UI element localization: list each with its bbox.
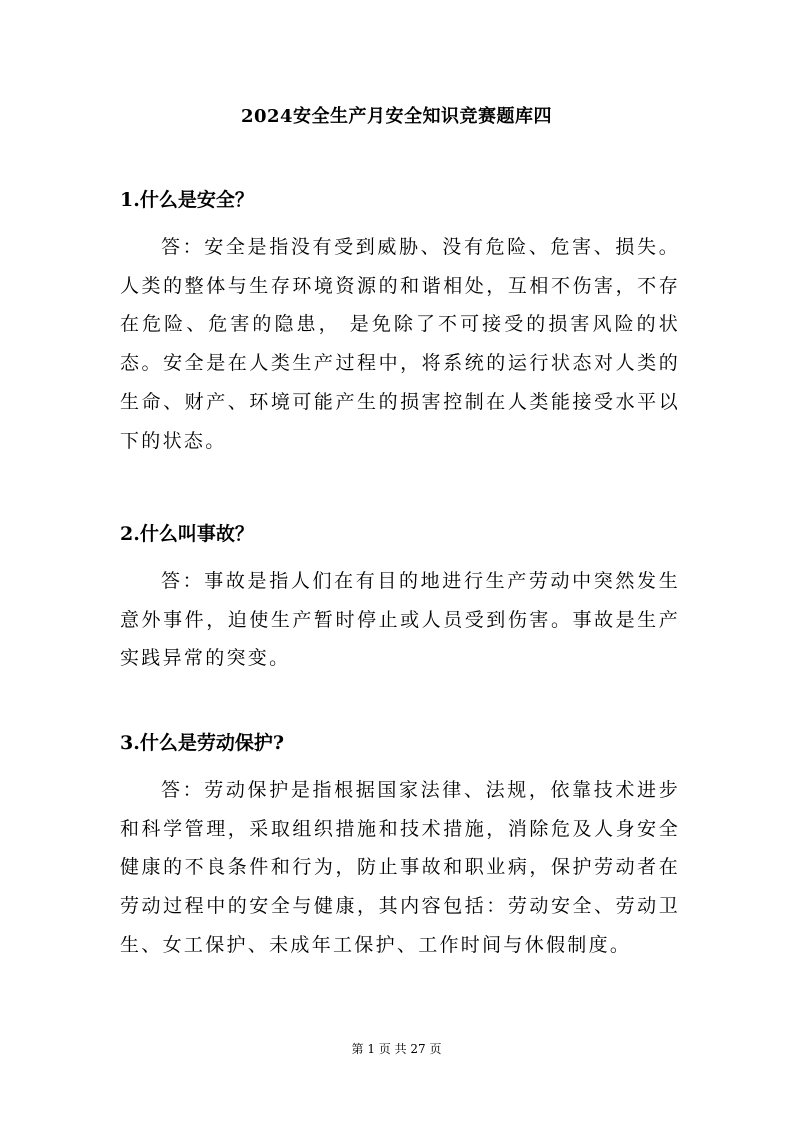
question-title: 3.什么是劳动保护? bbox=[120, 732, 284, 754]
question-3 bbox=[120, 729, 680, 965]
question-answer: 答：事故是指人们在有目的地进行生产劳动中突然发生意外事件，迫使生产暂时停止或人员受到伤害。事故是生产实践异常的突变。 bbox=[120, 570, 680, 670]
question-2 bbox=[120, 520, 680, 678]
question-title: 2.什么叫事故？ bbox=[120, 523, 254, 545]
document-title: 2024安全生产月安全知识竞赛题库四 bbox=[240, 106, 553, 127]
question-answer: 答：安全是指没有受到威胁、没有危险、危害、损失。人类的整体与生存环境资源的和谐相处，互相不伤害，不存在危险、危害的隐患， 是免除了不可接受的损害风险的状态。安全是在人类生产过程中，将系统的运行状态对人类的生命、财产、环境可能产生的损害控制在人类能接受水平以下的状态。 bbox=[120, 236, 680, 452]
question-answer: 答：劳动保护是指根据国家法律、法规，依靠技术进步和科学管理，采取组织措施和技术措施，消除危及人身安全健康的不良条件和行为，防止事故和职业病，保护劳动者在劳动过程中的安全与健康，其内容包括：劳动安全、劳动卫生、女工保护、未成年工保护、工作时间与休假制度。 bbox=[120, 779, 680, 956]
question-title: 1.什么是安全？ bbox=[120, 189, 254, 211]
page-footer: 第 1 页 共 27 页 bbox=[351, 1042, 442, 1056]
question-1 bbox=[120, 186, 680, 460]
